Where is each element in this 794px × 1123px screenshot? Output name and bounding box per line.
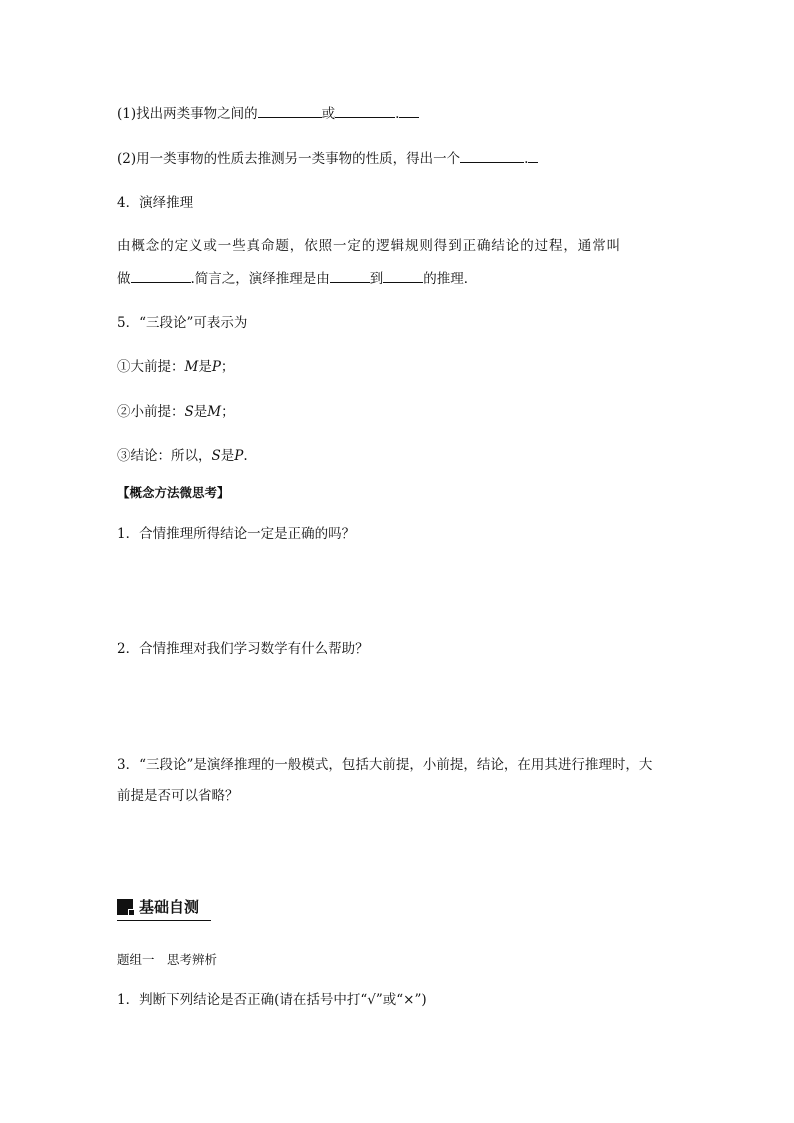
para-text: 的推理．: [423, 271, 478, 287]
concept-section-title: 【概念方法微思考】: [117, 485, 230, 500]
fill-blank[interactable]: [258, 103, 322, 118]
fill-blank[interactable]: [335, 103, 395, 118]
question-1: 1．合情推理所得结论一定是正确的吗？: [117, 526, 356, 542]
var-m: M: [207, 404, 222, 420]
syllogism-heading: 5．“三段论”可表示为: [117, 315, 248, 331]
fill-blank[interactable]: [460, 148, 524, 163]
major-premise: [117, 357, 234, 377]
fill-blank[interactable]: [131, 268, 191, 283]
question-2: 2．合情推理对我们学习数学有什么帮助？: [117, 641, 369, 657]
label: ③结论：所以，: [117, 448, 212, 464]
para-text: 做: [117, 271, 131, 287]
question-3-line2: 前提是否可以省略？: [117, 788, 239, 804]
step2-text: (2)用一类事物的性质去推测另一类事物的性质，得出一个: [117, 151, 461, 167]
var-s: S: [211, 448, 221, 464]
var-p: P: [211, 359, 221, 375]
section-block-icon: [117, 899, 133, 915]
fill-blank-tail: [528, 148, 538, 163]
deduction-paragraph-line1: 由概念的定义或一些真命题，依照一定的逻辑规则得到正确结论的过程，通常叫: [117, 238, 621, 254]
judge-item-1: 1．判断下列结论是否正确(请在括号中打“√”或“×”): [117, 992, 427, 1008]
question-group-label: 题组一 思考辨析: [117, 952, 218, 967]
var-s: S: [184, 404, 194, 420]
analogy-step-1: [117, 103, 419, 124]
punct: .: [243, 448, 248, 464]
para-text: 到: [369, 271, 384, 287]
word-is: 是: [193, 404, 208, 420]
deduction-heading: 4．演绎推理: [117, 195, 194, 211]
step1-text: (1)找出两类事物之间的: [117, 106, 258, 122]
word-is: 是: [220, 448, 235, 464]
step1-or: 或: [321, 106, 336, 122]
label: ②小前提：: [117, 404, 185, 420]
fill-blank[interactable]: [330, 268, 370, 283]
analogy-step-2: [117, 148, 538, 169]
conclusion: [117, 446, 248, 466]
punct: ；: [220, 359, 235, 375]
fill-blank[interactable]: [383, 268, 423, 283]
var-p: P: [234, 448, 244, 464]
para-text: 简言之，演绎推理是由: [194, 271, 330, 287]
label: ①大前提：: [117, 359, 185, 375]
step1-end: .: [395, 106, 400, 122]
para-dot: .: [190, 271, 195, 287]
fill-blank-tail: [399, 103, 419, 118]
step2-end: .: [524, 151, 529, 167]
deduction-paragraph-line2: [117, 268, 477, 289]
question-3-line1: 3．“三段论”是演绎推理的一般模式，包括大前提，小前提，结论，在用其进行推理时，大: [117, 757, 653, 773]
self-test-title: 基础自测: [139, 898, 200, 916]
punct: ；: [221, 404, 235, 420]
word-is: 是: [198, 359, 212, 375]
var-m: M: [184, 359, 199, 375]
self-test-header: [117, 896, 211, 921]
minor-premise: [117, 402, 235, 422]
